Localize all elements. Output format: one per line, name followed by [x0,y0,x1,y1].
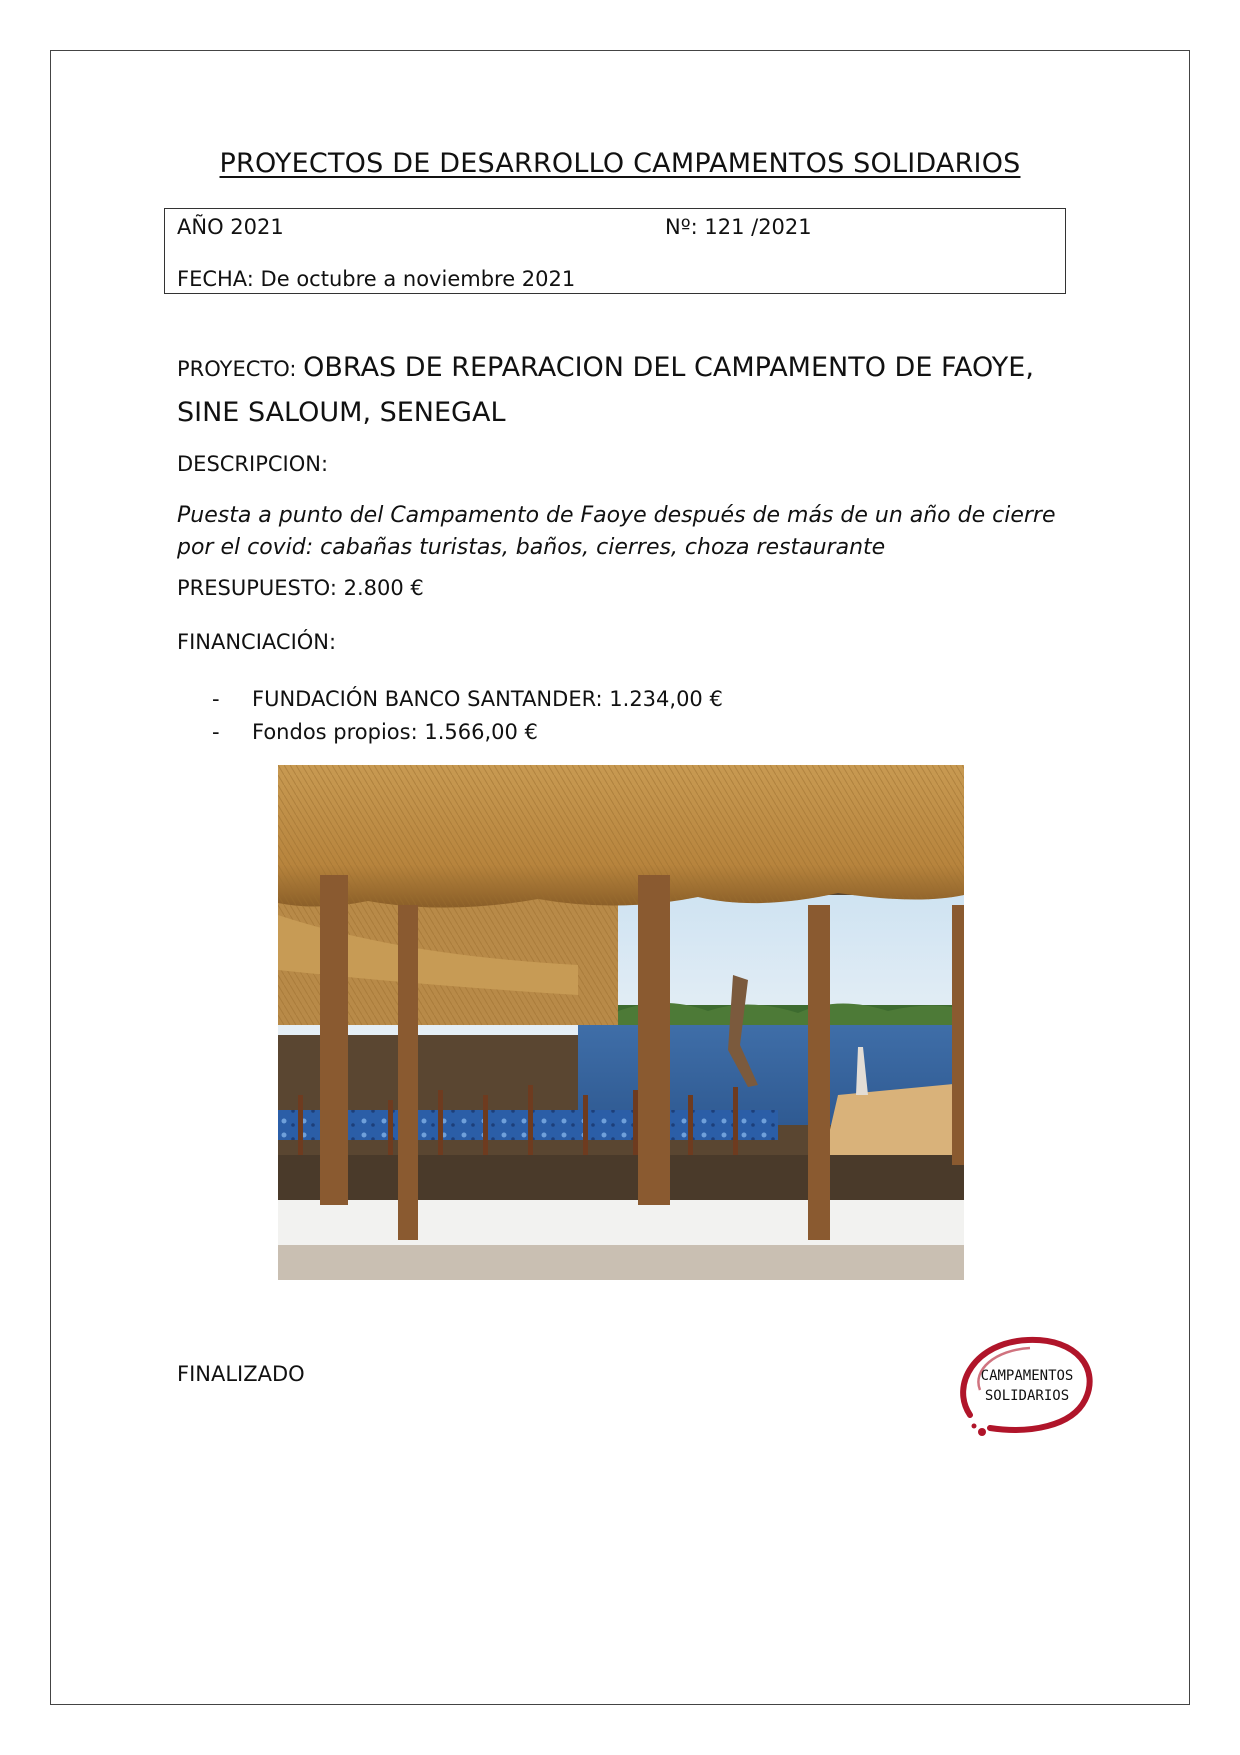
financing-item-text: Fondos propios: 1.566,00 € [252,720,538,744]
project-name: OBRAS DE REPARACION DEL CAMPAMENTO DE FAOYE, SINE SALOUM, SENEGAL [177,352,1034,428]
budget: PRESUPUESTO: 2.800 € [177,576,424,600]
logo-line2: SOLIDARIOS [984,1388,1070,1404]
info-box [164,208,1066,294]
logo-line1: CAMPAMENTOS [980,1368,1074,1384]
year-field: AÑO 2021 [177,215,284,239]
number-field: Nº: 121 /2021 [665,215,812,239]
restaurant-hut-photo [278,765,964,1280]
date-field: FECHA: De octubre a noviembre 2021 [177,267,576,291]
project-label: PROYECTO: [177,357,304,381]
project-heading [177,347,1077,437]
financing-label: FINANCIACIÓN: [177,630,337,654]
document-title: PROYECTOS DE DESARROLLO CAMPAMENTOS SOLIDARIOS [219,148,1021,179]
financing-item [212,683,723,716]
campamentos-solidarios-logo [950,1330,1100,1445]
list-dash: - [212,687,220,711]
financing-item [212,716,723,749]
status-label: FINALIZADO [177,1362,305,1386]
list-dash: - [212,720,220,744]
financing-list [212,683,723,749]
financing-item-text: FUNDACIÓN BANCO SANTANDER: 1.234,00 € [252,687,723,711]
description-text: Puesta a punto del Campamento de Faoye después de más de un año de cierre por el covid: cabañas turistas, baños, cierres, choza restaurante [177,503,1056,560]
description-label: DESCRIPCION: [177,452,329,476]
